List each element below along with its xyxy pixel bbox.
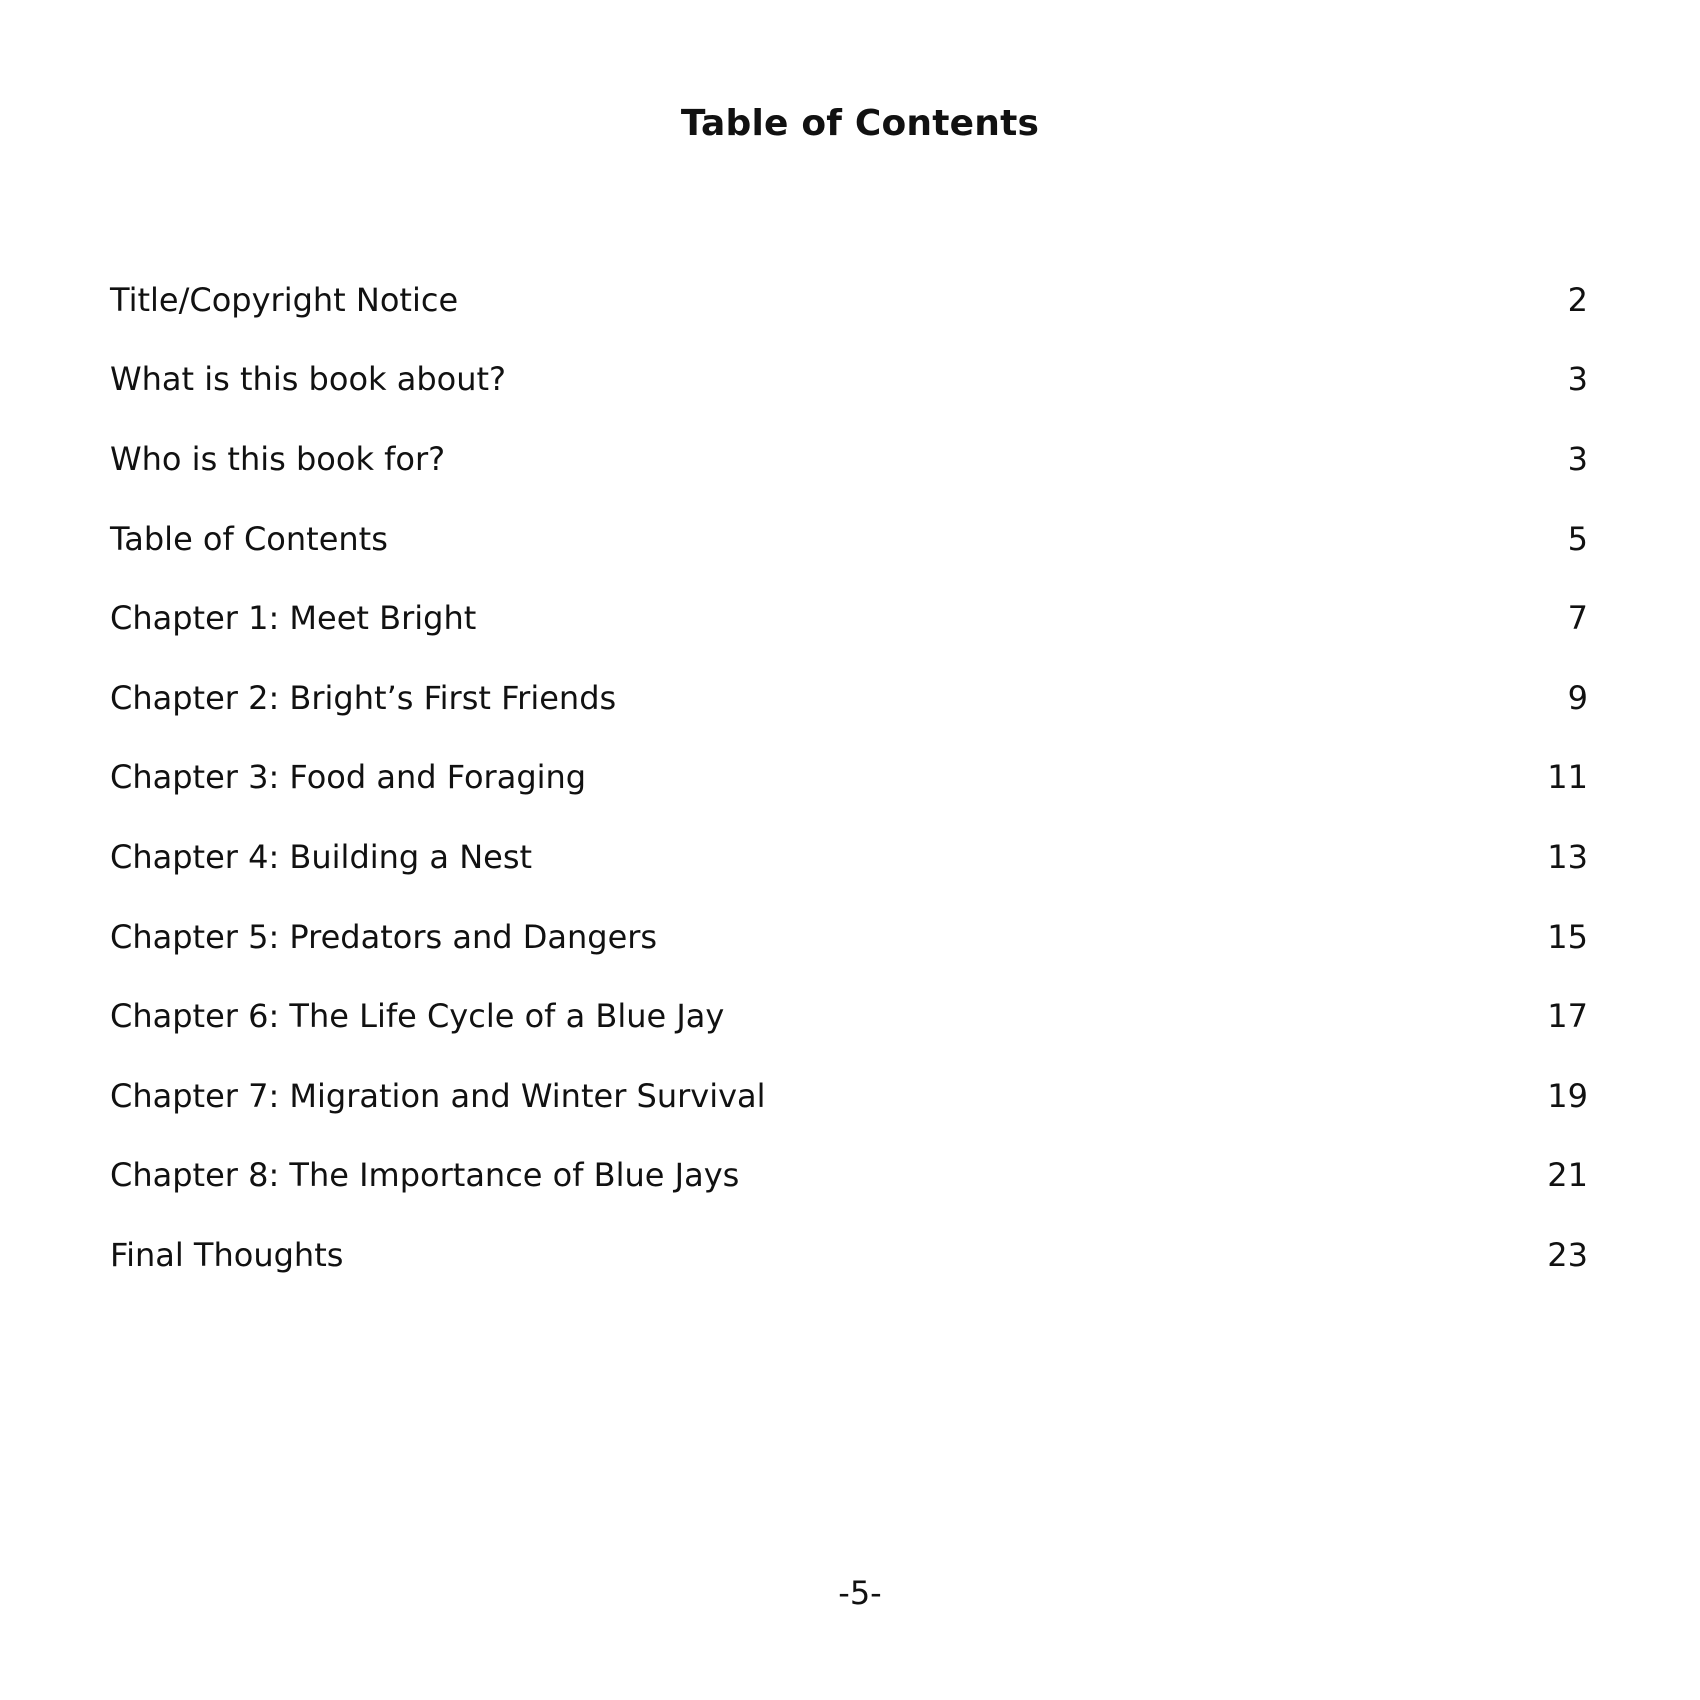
toc-entry-page: 9 [1567,678,1588,717]
toc-entry [110,419,1588,499]
toc-entry-page: 3 [1567,360,1588,399]
toc-entry-label: Chapter 5: Predators and Dangers [110,917,658,956]
toc-entry-label: Title/Copyright Notice [110,280,459,319]
toc-entry [110,1215,1588,1295]
toc-entry-label: Chapter 1: Meet Bright [110,599,477,638]
toc-entry-page: 19 [1547,1076,1588,1115]
toc-entry-page: 15 [1547,917,1588,956]
toc-entry-label: Chapter 4: Building a Nest [110,837,533,876]
toc-entry [110,578,1588,658]
toc-entry-label: What is this book about? [110,360,507,399]
table-of-contents [110,260,1588,1295]
toc-entry-page: 17 [1547,997,1588,1036]
toc-entry-label: Chapter 7: Migration and Winter Survival [110,1076,766,1115]
toc-entry-label: Final Thoughts [110,1235,344,1274]
toc-entry-label: Chapter 3: Food and Foraging [110,758,587,797]
toc-entry [110,340,1588,420]
toc-entry-label: Chapter 8: The Importance of Blue Jays [110,1156,740,1195]
toc-entry [110,976,1588,1056]
toc-entry-label: Who is this book for? [110,439,446,478]
toc-entry [110,817,1588,897]
toc-entry-page: 3 [1567,439,1588,478]
toc-entry-page: 7 [1567,599,1588,638]
page-number: -5- [838,1574,882,1612]
toc-entry [110,738,1588,818]
toc-entry [110,1136,1588,1216]
toc-entry-page: 23 [1547,1235,1588,1274]
toc-entry [110,658,1588,738]
toc-entry [110,499,1588,579]
toc-entry-label: Table of Contents [110,519,388,558]
toc-entry [110,260,1588,340]
toc-entry [110,1056,1588,1136]
toc-entry-page: 21 [1547,1156,1588,1195]
toc-entry-label: Chapter 6: The Life Cycle of a Blue Jay [110,997,725,1036]
toc-entry-page: 5 [1567,519,1588,558]
toc-entry-page: 11 [1547,758,1588,797]
page-title: Table of Contents [680,103,1040,144]
toc-entry-label: Chapter 2: Bright’s First Friends [110,678,617,717]
toc-entry [110,897,1588,977]
toc-entry-page: 2 [1567,280,1588,319]
toc-entry-page: 13 [1547,837,1588,876]
